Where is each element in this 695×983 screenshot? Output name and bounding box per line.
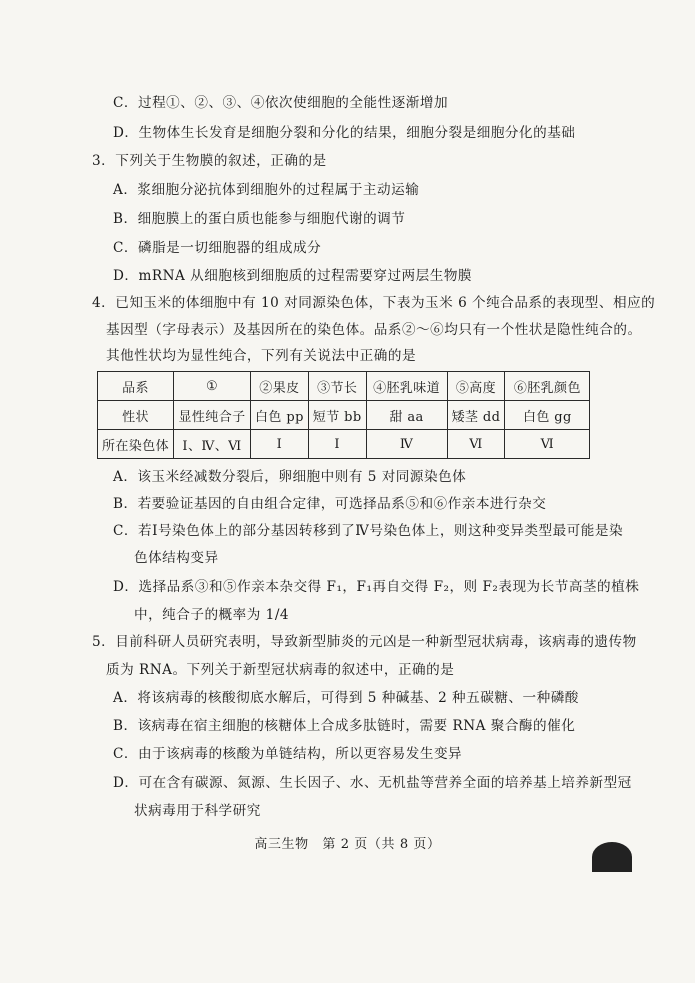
table-cell: 所在染色体 [98, 430, 174, 459]
option-4a: A．该玉米经减数分裂后，卵细胞中则有 5 对同源染色体 [113, 469, 467, 485]
option-3b: B．细胞膜上的蛋白质也能参与细胞代谢的调节 [113, 211, 406, 227]
question-4-line-2: 基因型（字母表示）及基因所在的染色体。品系②～⑥均只有一个性状是隐性纯合的。 [106, 322, 642, 338]
option-4d-line-2: 中，纯合子的概率为 1/4 [134, 607, 290, 623]
table-cell: 显性纯合子 [174, 401, 251, 430]
option-5a: A．将该病毒的核酸彻底水解后，可得到 5 种碱基、2 种五碳糖、一种磷酸 [113, 690, 579, 706]
option-4c: C．若Ⅰ号染色体上的部分基因转移到了Ⅳ号染色体上，则这种变异类型最可能是染 [113, 523, 624, 539]
option-4b: B．若要验证基因的自由组合定律，可选择品系⑤和⑥作亲本进行杂交 [113, 496, 547, 512]
table-cell: 甜 aa [366, 401, 447, 430]
table-cell: Ⅵ [505, 430, 590, 459]
question-5-line-2: 质为 RNA。下列关于新型冠状病毒的叙述中，正确的是 [106, 662, 455, 678]
option-2d: D．生物体生长发育是细胞分裂和分化的结果，细胞分裂是细胞分化的基础 [113, 125, 576, 141]
option-3c: C．磷脂是一切细胞器的组成成分 [113, 240, 322, 256]
question-4-line-3: 其他性状均为显性纯合，下列有关说法中正确的是 [106, 348, 417, 364]
table-row [98, 401, 590, 430]
question-3: 3．下列关于生物膜的叙述，正确的是 [92, 153, 327, 169]
table-row [98, 372, 590, 401]
table-cell: ④胚乳味道 [366, 372, 447, 401]
table-cell: ① [174, 372, 251, 401]
table-cell: Ⅰ [251, 430, 309, 459]
table-cell: ⑥胚乳颜色 [505, 372, 590, 401]
question-5: 5．目前科研人员研究表明，导致新型肺炎的元凶是一种新型冠状病毒，该病毒的遗传物 [92, 634, 637, 650]
table-cell: Ⅰ、Ⅳ、Ⅵ [174, 430, 251, 459]
option-2c: C．过程①、②、③、④依次使细胞的全能性逐渐增加 [113, 95, 449, 111]
table-row [98, 430, 590, 459]
table-cell: Ⅳ [366, 430, 447, 459]
option-5c: C．由于该病毒的核酸为单链结构，所以更容易发生变异 [113, 746, 463, 762]
option-5b: B．该病毒在宿主细胞的核糖体上合成多肽链时，需要 RNA 聚合酶的催化 [113, 718, 576, 734]
option-3a: A．浆细胞分泌抗体到细胞外的过程属于主动运输 [113, 182, 420, 198]
option-5d-line-2: 状病毒用于科学研究 [134, 803, 261, 819]
table-cell: ②果皮 [251, 372, 309, 401]
table-cell: 短节 bb [308, 401, 366, 430]
table-cell: ⑤高度 [447, 372, 505, 401]
table-cell: 品系 [98, 372, 174, 401]
option-3d: D．mRNA 从细胞核到细胞质的过程需要穿过两层生物膜 [113, 268, 473, 284]
question-4: 4．已知玉米的体细胞中有 10 对同源染色体，下表为玉米 6 个纯合品系的表现型、相应的 [92, 295, 656, 311]
option-4d: D．选择品系③和⑤作亲本杂交得 F₁，F₁再自交得 F₂，则 F₂表现为长节高茎的植株 [113, 579, 640, 595]
table-cell: 性状 [98, 401, 174, 430]
page-footer: 高三生物 第 2 页（共 8 页） [254, 837, 441, 852]
table-cell: ③节长 [308, 372, 366, 401]
table-cell: 白色 gg [505, 401, 590, 430]
table-cell: 矮茎 dd [447, 401, 505, 430]
table-cell: Ⅵ [447, 430, 505, 459]
maize-strain-table [97, 371, 590, 459]
table-cell: 白色 pp [251, 401, 309, 430]
option-5d: D．可在含有碳源、氮源、生长因子、水、无机盐等营养全面的培养基上培养新型冠 [113, 775, 632, 791]
table-cell: Ⅰ [308, 430, 366, 459]
scan-blot [592, 842, 632, 872]
option-4c-line-2: 色体结构变异 [134, 550, 219, 566]
